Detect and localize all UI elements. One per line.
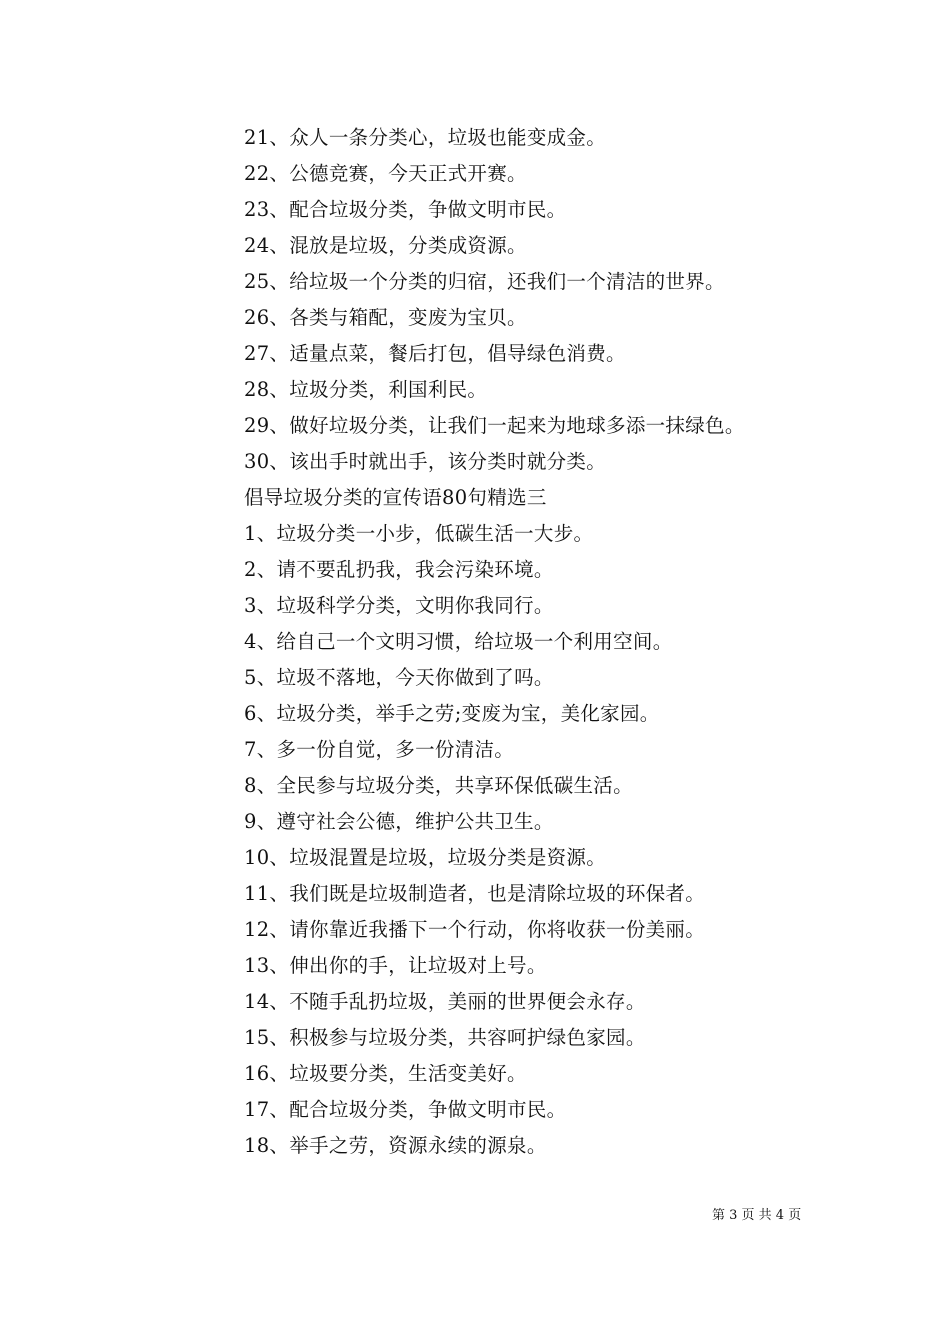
list-item: 5、垃圾不落地，今天你做到了吗。: [244, 666, 554, 689]
list-item: 14、不随手乱扔垃圾，美丽的世界便会永存。: [244, 990, 646, 1013]
list-item: 3、垃圾科学分类，文明你我同行。: [244, 594, 554, 617]
list-item: 30、该出手时就出手，该分类时就分类。: [244, 450, 607, 473]
list-item: 6、垃圾分类，举手之劳;变废为宝，美化家园。: [244, 702, 660, 725]
list-item: 22、公德竞赛，今天正式开赛。: [244, 162, 527, 185]
list-item: 27、适量点菜，餐后打包，倡导绿色消费。: [244, 342, 626, 365]
list-item: 18、举手之劳，资源永续的源泉。: [244, 1134, 547, 1157]
list-item: 23、配合垃圾分类，争做文明市民。: [244, 198, 567, 221]
list-item: 7、多一份自觉，多一份清洁。: [244, 738, 515, 761]
list-item: 11、我们既是垃圾制造者，也是清除垃圾的环保者。: [244, 882, 706, 905]
list-item: 25、给垃圾一个分类的归宿，还我们一个清洁的世界。: [244, 270, 725, 293]
list-item: 12、请你靠近我播下一个行动，你将收获一份美丽。: [244, 918, 706, 941]
list-item: 4、给自己一个文明习惯，给垃圾一个利用空间。: [244, 630, 673, 653]
list-item: 13、伸出你的手，让垃圾对上号。: [244, 954, 547, 977]
list-item: 9、遵守社会公德，维护公共卫生。: [244, 810, 554, 833]
list-item: 8、全民参与垃圾分类，共享环保低碳生活。: [244, 774, 633, 797]
list-item: 28、垃圾分类，利国利民。: [244, 378, 488, 401]
list-item: 15、积极参与垃圾分类，共容呵护绿色家园。: [244, 1026, 646, 1049]
list-item: 29、做好垃圾分类，让我们一起来为地球多添一抹绿色。: [244, 414, 745, 437]
list-item: 2、请不要乱扔我，我会污染环境。: [244, 558, 554, 581]
list-item: 26、各类与箱配，变废为宝贝。: [244, 306, 527, 329]
list-item: 17、配合垃圾分类，争做文明市民。: [244, 1098, 567, 1121]
list-item: 10、垃圾混置是垃圾，垃圾分类是资源。: [244, 846, 607, 869]
slogan-list: [244, 120, 884, 1164]
list-item: 21、众人一条分类心，垃圾也能变成金。: [244, 126, 607, 149]
page-number-footer: 第 3 页 共 4 页: [712, 1208, 802, 1223]
list-item: 1、垃圾分类一小步，低碳生活一大步。: [244, 522, 594, 545]
list-item: 16、垃圾要分类，生活变美好。: [244, 1062, 527, 1085]
list-item: 24、混放是垃圾，分类成资源。: [244, 234, 527, 257]
section-heading: 倡导垃圾分类的宣传语80句精选三: [244, 486, 547, 509]
